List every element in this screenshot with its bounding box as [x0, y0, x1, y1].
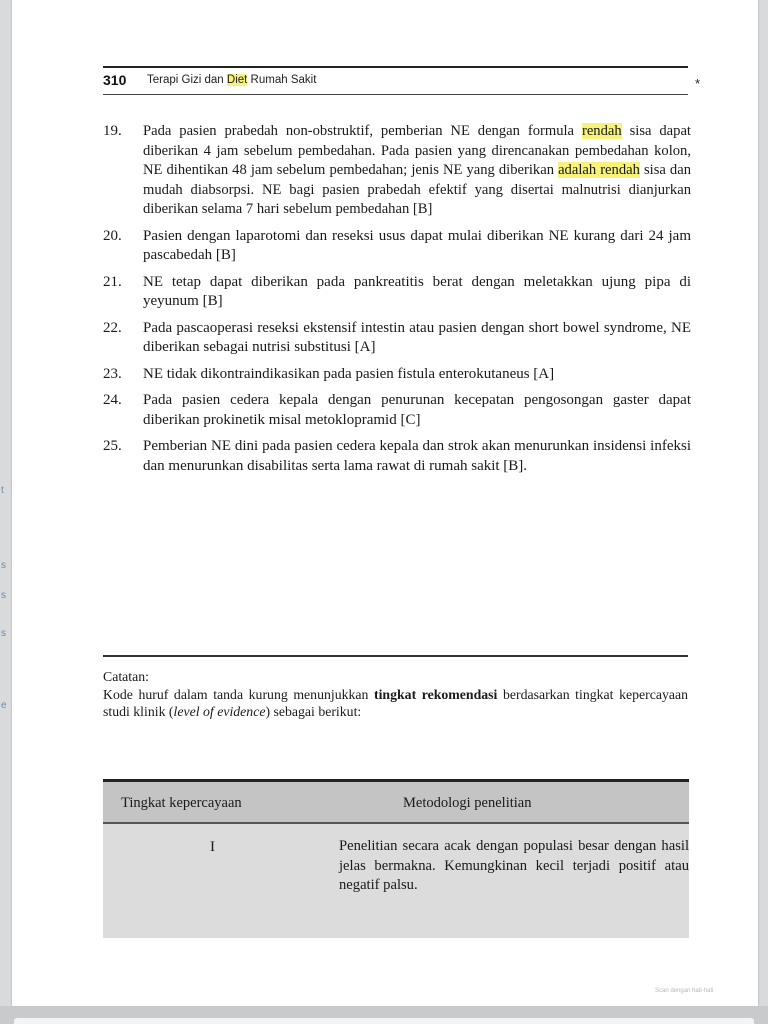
- list-item: [103, 365, 691, 385]
- item-number: 22.: [103, 319, 122, 336]
- left-edge-marks: [0, 0, 10, 1006]
- next-page-edge: [14, 1018, 754, 1024]
- list-item: [103, 437, 691, 476]
- section-divider: [103, 655, 688, 657]
- item-number: 23.: [103, 365, 122, 382]
- item-number: 21.: [103, 273, 122, 290]
- text-highlight: adalah rendah: [558, 162, 640, 178]
- recommendation-list: [103, 122, 691, 483]
- title-highlight: Diet: [226, 74, 248, 86]
- page-header: [103, 66, 688, 95]
- table-cell-level: I: [210, 839, 215, 855]
- title-part: Terapi Gizi dan: [147, 74, 227, 86]
- item-number: 19.: [103, 123, 122, 139]
- note-block: [103, 668, 688, 721]
- page-number: 310: [103, 72, 127, 88]
- left-mark: s: [1, 560, 6, 571]
- left-mark: t: [1, 485, 4, 496]
- item-number: 25.: [103, 438, 122, 454]
- item-text: Pemberian NE dini pada pasien cedera kepala dan strok akan menurunkan insidensi infeksi dan menurunkan disabilitas serta lama rawat di rumah sakit [B].: [143, 438, 691, 474]
- running-title: [147, 74, 316, 86]
- column-header: Metodologi penelitian: [403, 795, 532, 811]
- note-body: Kode huruf dalam tanda kurung menunjukkan tingkat rekomendasi berdasarkan tingkat kepercayaan studi klinik (level of evidence) sebagai berikut:: [103, 686, 688, 719]
- item-text: Pasien dengan laparotomi dan reseksi usus dapat mulai diberikan NE kurang dari 24 jam pascabedah [B]: [143, 227, 691, 263]
- item-text: NE tidak dikontraindikasikan pada pasien fistula enterokutaneus [A]: [143, 365, 555, 382]
- title-part: Rumah Sakit: [247, 74, 317, 86]
- left-mark: s: [1, 590, 6, 601]
- item-number: 20.: [103, 227, 122, 244]
- item-text: Pada pasien cedera kepala dengan penurunan kecepatan pengosongan gaster dapat diberikan prokinetik misal metoklopramid [C]: [143, 392, 691, 428]
- list-item: [103, 273, 691, 312]
- item-number: 24.: [103, 392, 122, 408]
- left-mark: s: [1, 628, 6, 639]
- item-text: Pada pascaoperasi reseksi ekstensif intestin atau pasien dengan short bowel syndrome, NE diberikan sebagai nutrisi substitusi [A]: [143, 319, 691, 355]
- list-item: [103, 391, 691, 430]
- evidence-table: [103, 779, 689, 938]
- margin-mark: *: [695, 76, 701, 91]
- text-highlight: rendah: [581, 123, 622, 139]
- column-header: Tingkat kepercayaan: [121, 795, 242, 811]
- list-item: [103, 227, 691, 266]
- left-mark: e: [1, 700, 7, 711]
- table-cell-methodology: Penelitian secara acak dengan populasi besar dengan hasil jelas bermakna. Kemungkinan kecil terjadi positif atau negatif palsu.: [339, 838, 689, 893]
- item-text: Pada pasien prabedah non-obstruktif, pemberian NE dengan formula rendah sisa dapat diberikan 4 jam sebelum pembedahan. Pada pasien yang direncanakan pembedahan kolon, NE dihentikan 48 jam sebelum pembedahan; jenis NE yang diberikan adalah rendah sisa dan mudah diabsorpsi. NE bagi pasien prabedah efektif yang disertai malnutrisi dianjurkan diberikan selama 7 hari sebelum pembedahan [B]: [143, 123, 692, 217]
- table-header: [103, 782, 689, 824]
- item-text: NE tetap dapat diberikan pada pankreatitis berat dengan meletakkan ujung pipa di yeyunum [B]: [143, 273, 691, 309]
- watermark: Scan dengan hati-hati: [655, 988, 714, 994]
- list-item: [103, 319, 691, 358]
- note-label: Catatan:: [103, 669, 149, 684]
- list-item: [103, 122, 691, 220]
